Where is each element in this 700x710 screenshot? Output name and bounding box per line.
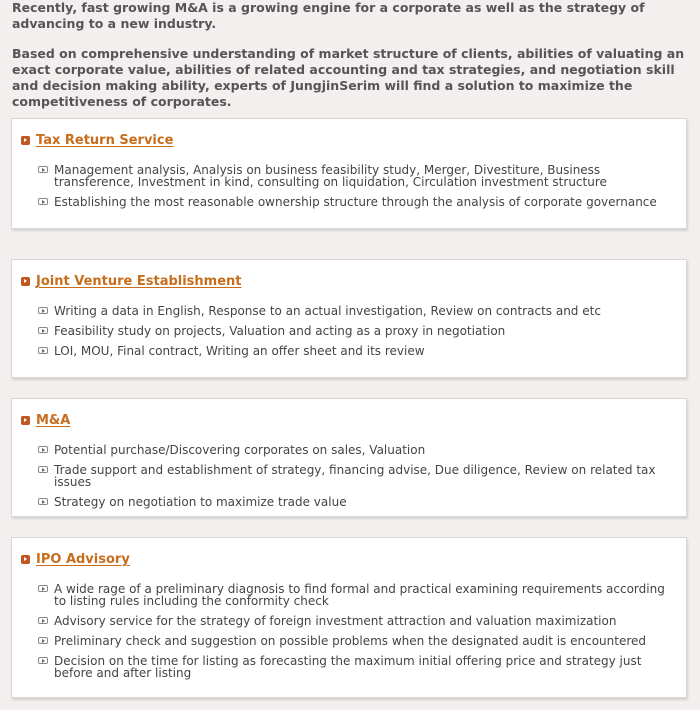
arrow-box-icon [21,277,30,286]
section-title[interactable] [21,274,242,289]
list-item [38,444,678,456]
list-item [38,196,678,208]
list-item [38,464,678,488]
list-item-text: Feasibility study on projects, Valuation and acting as a proxy in negotiation [54,324,506,338]
bullet-arrow-icon [38,198,48,205]
intro-paragraph-2: Based on comprehensive understanding of market structure of clients, abilities of valuating an exact corporate value, abilities of related accounting and tax strategies, and negotiation skill and decision making ability, experts of JungjinSerim will find a solution to maximize the competitiveness of corporates. [12,46,685,109]
list-item-text: Preliminary check and suggestion on possible problems when the designated audit is encountered [54,634,647,648]
list-item-text: Advisory service for the strategy of foreign investment attraction and valuation maximization [54,614,617,628]
section-title[interactable] [21,413,70,428]
list-item [38,305,678,317]
list-item [38,583,678,607]
bullet-arrow-icon [38,446,48,453]
list-item-text: Decision on the time for listing as forecasting the maximum initial offering price and strategy just before and after listing [54,654,642,680]
list-item [38,325,678,337]
bullet-arrow-icon [38,637,48,644]
bullet-arrow-icon [38,166,48,173]
list-item-text: Trade support and establishment of strategy, financing advise, Due diligence, Review on related tax issues [54,463,656,489]
section-m-and-a [11,398,687,517]
list-item-text: Strategy on negotiation to maximize trade value [54,495,347,509]
bullet-arrow-icon [38,307,48,314]
section-title-link[interactable]: IPO Advisory [36,552,130,567]
list-item [38,655,678,679]
bullet-arrow-icon [38,347,48,354]
section-item-list [38,164,678,216]
bullet-arrow-icon [38,498,48,505]
intro-paragraph-1: Recently, fast growing M&A is a growing engine for a corporate as well as the strategy of advancing to a new industry. [12,0,645,31]
list-item-text: Management analysis, Analysis on business feasibility study, Merger, Divestiture, Business transference, Investment in kind, consulting on liquidation, Circulation investment structure [54,163,607,189]
section-title[interactable] [21,133,173,148]
list-item-text: Writing a data in English, Response to an actual investigation, Review on contracts and etc [54,304,601,318]
list-item [38,615,678,627]
bullet-arrow-icon [38,657,48,664]
section-joint-venture-establishment [11,259,687,378]
arrow-box-icon [21,416,30,425]
section-title[interactable] [21,552,130,567]
list-item-text: Potential purchase/Discovering corporates on sales, Valuation [54,443,426,457]
list-item-text: LOI, MOU, Final contract, Writing an offer sheet and its review [54,344,425,358]
section-title-link[interactable]: Joint Venture Establishment [36,274,242,289]
bullet-arrow-icon [38,585,48,592]
list-item [38,635,678,647]
section-item-list [38,305,678,365]
arrow-box-icon [21,555,30,564]
list-item-text: Establishing the most reasonable ownership structure through the analysis of corporate governance [54,195,657,209]
bullet-arrow-icon [38,466,48,473]
list-item-text: A wide rage of a preliminary diagnosis to find formal and practical examining requirements according to listing rules including the conformity check [54,582,665,608]
section-title-link[interactable]: Tax Return Service [36,133,174,148]
section-tax-return-service [11,118,687,229]
bullet-arrow-icon [38,617,48,624]
section-item-list [38,583,678,687]
list-item [38,345,678,357]
bullet-arrow-icon [38,327,48,334]
section-item-list [38,444,678,516]
list-item [38,496,678,508]
list-item [38,164,678,188]
arrow-box-icon [21,136,30,145]
intro-text [12,0,696,124]
section-title-link[interactable]: M&A [36,413,71,428]
section-ipo-advisory [11,537,687,698]
